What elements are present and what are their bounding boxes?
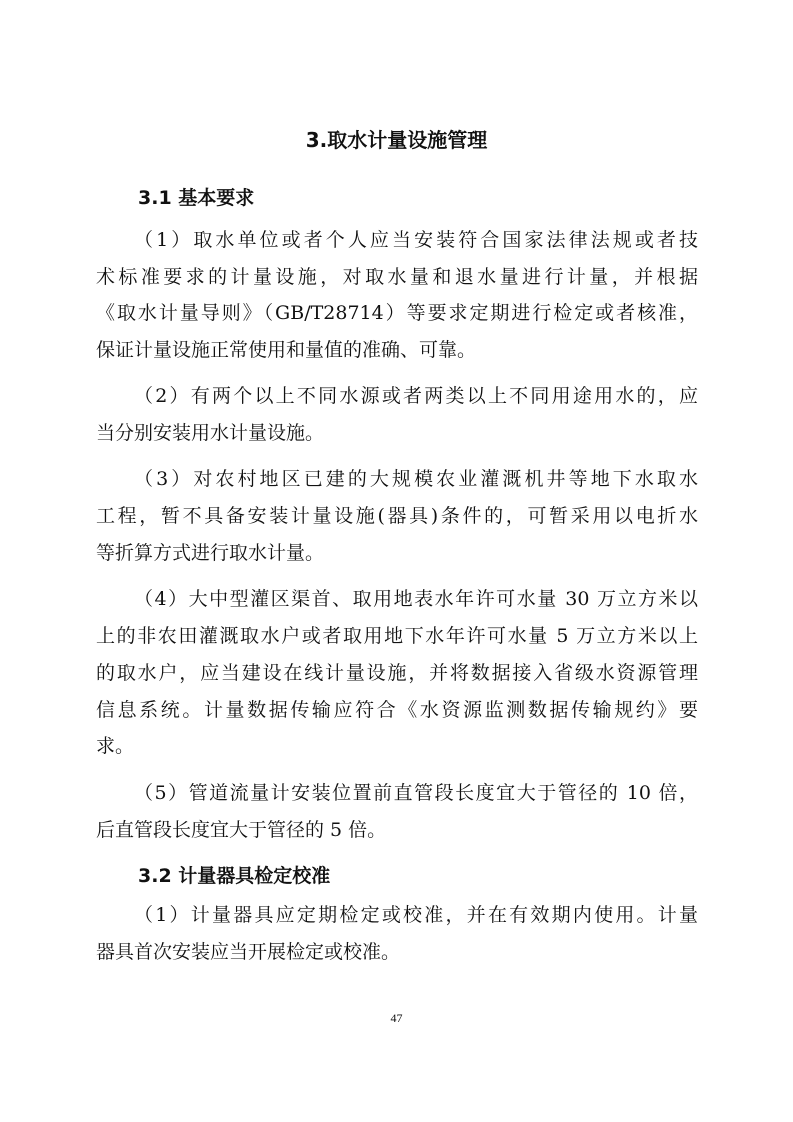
paragraph-line: 当分别安装用水计量设施。 (96, 422, 325, 444)
paragraph-line: （1）取水单位或者个人应当安装符合国家法律法规或者技 (134, 229, 698, 251)
paragraph-line: 《取水计量导则》（GB/T28714）等要求定期进行检定或者核准， (96, 302, 698, 324)
paragraph-line: 术标准要求的计量设施，对取水量和退水量进行计量，并根据 (96, 266, 698, 288)
paragraph-line: 上的非农田灌溉取水户或者取用地下水年许可水量 5 万立方米以上 (96, 625, 698, 647)
paragraph-line: 器具首次安装应当开展检定或校准。 (96, 941, 401, 963)
page-number: 47 (390, 1011, 403, 1025)
paragraph-line: 求。 (96, 735, 135, 757)
paragraph-line: （5）管道流量计安装位置前直管段长度宜大于管径的 10 倍， (134, 782, 698, 804)
paragraph-line: （1）计量器具应定期检定或校准，并在有效期内使用。计量 (134, 904, 698, 926)
paragraph-line: （2）有两个以上不同水源或者两类以上不同用途用水的，应 (134, 385, 698, 407)
paragraph-line: 的取水户，应当建设在线计量设施，并将数据接入省级水资源管理 (96, 662, 698, 684)
page-title: 3.取水计量设施管理 (305, 128, 488, 152)
paragraph-line: 等折算方式进行取水计量。 (96, 542, 325, 564)
paragraph-line: 工程，暂不具备安装计量设施(器具)条件的，可暂采用以电折水 (96, 505, 698, 527)
section-heading-calibration: 3.2 计量器具检定校准 (138, 865, 331, 887)
paragraph-line: 后直管段长度宜大于管径的 5 倍。 (96, 819, 387, 841)
paragraph-line: 信息系统。计量数据传输应符合《水资源监测数据传输规约》要 (96, 699, 698, 721)
paragraph-line: （3）对农村地区已建的大规模农业灌溉机井等地下水取水 (134, 468, 698, 490)
section-heading-basic-requirements: 3.1 基本要求 (138, 187, 255, 209)
paragraph-line: 保证计量设施正常使用和量值的准确、可靠。 (96, 339, 477, 361)
paragraph-line: （4）大中型灌区渠首、取用地表水年许可水量 30 万立方米以 (134, 588, 698, 610)
